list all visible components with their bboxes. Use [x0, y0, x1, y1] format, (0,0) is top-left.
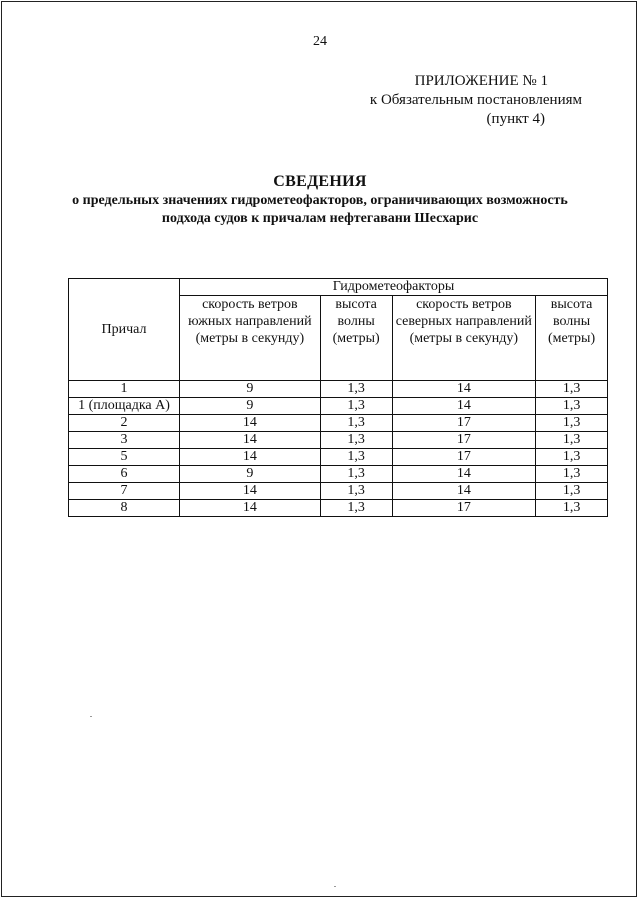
- appendix-clause: (пункт 4): [486, 111, 545, 127]
- wave-height-cell: 1,3: [320, 449, 392, 466]
- south-wind-cell: 9: [180, 398, 321, 415]
- north-wind-cell: 17: [392, 500, 536, 517]
- north-wind-cell: 17: [392, 432, 536, 449]
- south-wind-cell: 9: [180, 466, 321, 483]
- wave-height-cell: 1,3: [536, 449, 608, 466]
- appendix-reference: к Обязательным постановлениям: [369, 92, 582, 108]
- berth-cell: 5: [69, 449, 180, 466]
- wave-height-cell: 1,3: [320, 466, 392, 483]
- south-wind-cell: 14: [180, 449, 321, 466]
- scan-speck: [334, 886, 336, 887]
- wave-height-cell: 1,3: [320, 500, 392, 517]
- south-wind-cell: 14: [180, 483, 321, 500]
- berth-header: Причал: [69, 279, 180, 381]
- table-row: [69, 415, 608, 432]
- table-row: [69, 432, 608, 449]
- table-row: [69, 466, 608, 483]
- title-heading: СВЕДЕНИЯ: [273, 173, 367, 190]
- south-wind-cell: 14: [180, 500, 321, 517]
- page-number: 24: [313, 34, 327, 49]
- table-row: [69, 500, 608, 517]
- column-header-south-wind: скорость ветров южных направлений (метры в секунду): [180, 296, 321, 381]
- table-row: [69, 398, 608, 415]
- north-wind-cell: 17: [392, 415, 536, 432]
- group-header: Гидрометеофакторы: [180, 279, 608, 296]
- north-wind-cell: 17: [392, 449, 536, 466]
- title-subtitle-line2: подхода судов к причалам нефтегавани Шесхарис: [161, 211, 479, 226]
- north-wind-cell: 14: [392, 466, 536, 483]
- berth-cell: 8: [69, 500, 180, 517]
- north-wind-cell: 14: [392, 381, 536, 398]
- south-wind-cell: 9: [180, 381, 321, 398]
- table-row: [69, 483, 608, 500]
- column-header-north-wind: скорость ветров северных направлений (метры в секунду): [392, 296, 536, 381]
- wave-height-cell: 1,3: [536, 381, 608, 398]
- wave-height-cell: 1,3: [536, 415, 608, 432]
- hydromet-table: [68, 278, 608, 517]
- wave-height-cell: 1,3: [536, 466, 608, 483]
- berth-cell: 2: [69, 415, 180, 432]
- south-wind-cell: 14: [180, 415, 321, 432]
- wave-height-cell: 1,3: [320, 381, 392, 398]
- north-wind-cell: 14: [392, 398, 536, 415]
- table-row: [69, 381, 608, 398]
- column-header-wave-height-2: высота волны (метры): [536, 296, 608, 381]
- berth-cell: 1: [69, 381, 180, 398]
- scan-speck: [90, 716, 92, 717]
- berth-cell: 3: [69, 432, 180, 449]
- wave-height-cell: 1,3: [320, 432, 392, 449]
- wave-height-cell: 1,3: [536, 500, 608, 517]
- wave-height-cell: 1,3: [320, 415, 392, 432]
- north-wind-cell: 14: [392, 483, 536, 500]
- document-title: [0, 172, 640, 228]
- berth-cell: 6: [69, 466, 180, 483]
- wave-height-cell: 1,3: [536, 483, 608, 500]
- column-header-wave-height-1: высота волны (метры): [320, 296, 392, 381]
- wave-height-cell: 1,3: [320, 483, 392, 500]
- wave-height-cell: 1,3: [320, 398, 392, 415]
- title-subtitle-line1: о предельных значениях гидрометеофакторов, ограничивающих возможность: [72, 193, 568, 208]
- wave-height-cell: 1,3: [536, 432, 608, 449]
- table-row: [69, 449, 608, 466]
- south-wind-cell: 14: [180, 432, 321, 449]
- berth-cell: 1 (площадка А): [69, 398, 180, 415]
- wave-height-cell: 1,3: [536, 398, 608, 415]
- berth-cell: 7: [69, 483, 180, 500]
- appendix-block: [352, 72, 582, 129]
- appendix-title: ПРИЛОЖЕНИЕ № 1: [414, 73, 548, 89]
